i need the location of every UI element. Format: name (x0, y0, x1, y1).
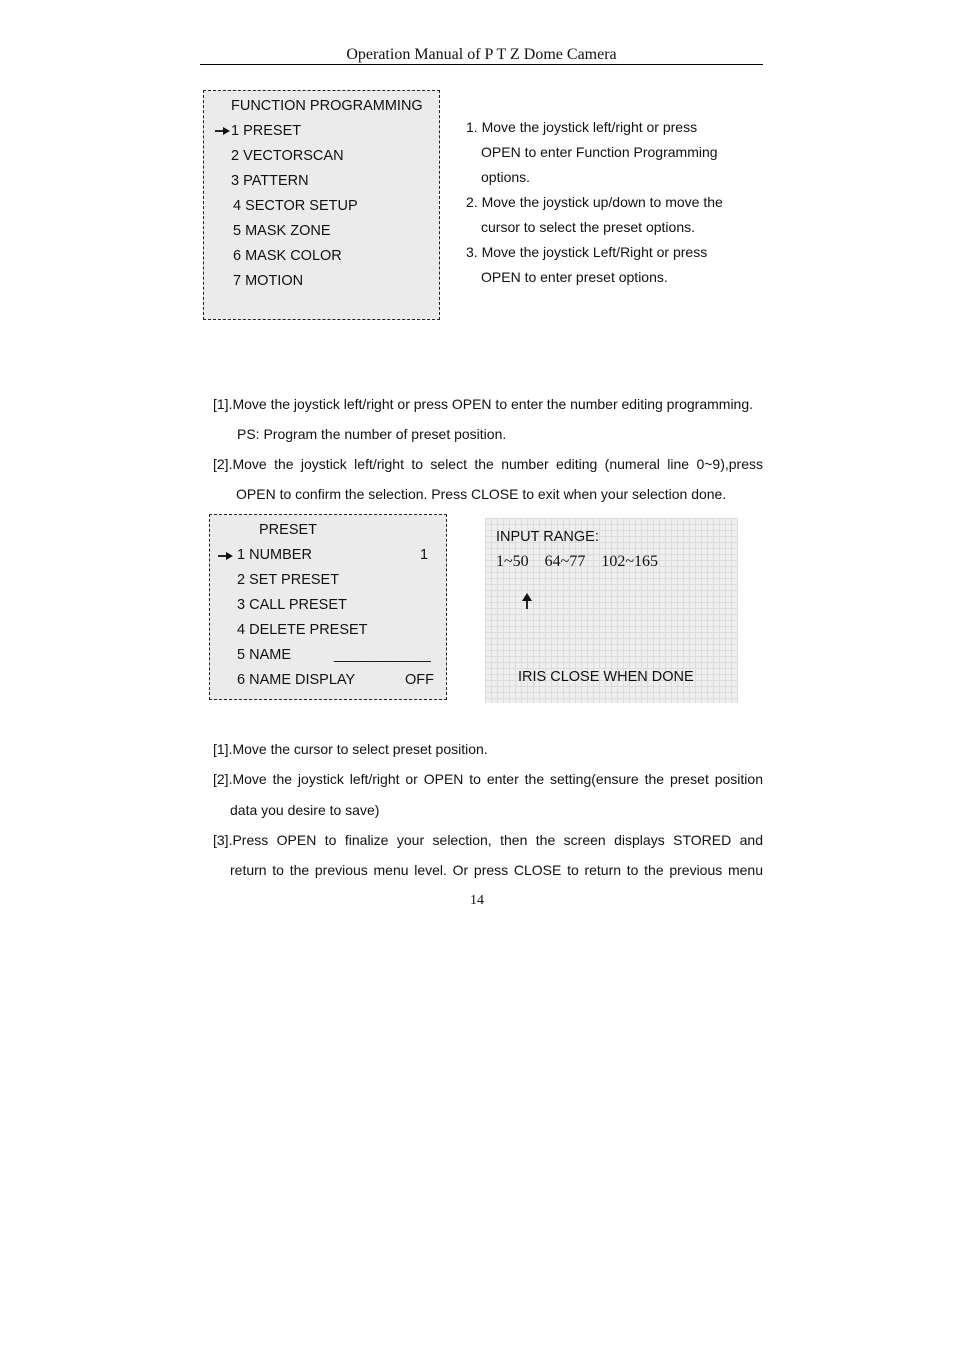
menu-item-set-preset[interactable]: 2 SET PRESET (237, 572, 340, 588)
set-preset-step-2-cont: data you desire to save) (230, 802, 380, 818)
function-programming-menu (203, 90, 440, 320)
number-editing-step-2-cont: OPEN to confirm the selection. Press CLOSE to exit when your selection done. (236, 486, 727, 502)
menu-item-motion[interactable]: 7 MOTION (233, 273, 304, 289)
menu-item-number-value: 1 (420, 547, 429, 563)
menu-item-mask-zone[interactable]: 5 MASK ZONE (233, 223, 331, 239)
function-step-line: 1. Move the joystick left/right or press (466, 119, 698, 135)
set-preset-step-3: [3].Press OPEN to finalize your selection, then the screen displays STORED and (213, 832, 763, 848)
menu-item-name-value: ____________ (334, 647, 431, 663)
menu-item-sector-setup[interactable]: 4 SECTOR SETUP (233, 198, 358, 214)
cursor-arrow-icon (215, 126, 230, 136)
function-step-line: options. (481, 169, 531, 185)
input-range-panel (485, 518, 738, 703)
menu-item-number[interactable]: 1 NUMBER (237, 547, 312, 563)
up-arrow-icon (521, 593, 533, 609)
number-editing-ps: PS: Program the number of preset position. (237, 426, 507, 442)
set-preset-step-2: [2].Move the joystick left/right or OPEN to enter the setting(ensure the preset position (213, 771, 763, 787)
menu-item-delete-preset[interactable]: 4 DELETE PRESET (237, 622, 368, 638)
input-range-values: 1~50 64~77 102~165 (496, 553, 658, 570)
menu-item-pattern[interactable]: 3 PATTERN (231, 173, 309, 189)
set-preset-step-3-cont: return to the previous menu level. Or press CLOSE to return to the previous menu (230, 862, 763, 878)
menu-item-name[interactable]: 5 NAME (237, 647, 291, 663)
number-editing-step-2: [2].Move the joystick left/right to select the number editing (numeral line 0~9),press (213, 456, 763, 472)
input-range-footer: IRIS CLOSE WHEN DONE (518, 669, 694, 685)
menu-item-name-display-value: OFF (405, 672, 434, 688)
page-header: Operation Manual of P T Z Dome Camera (200, 45, 763, 65)
page-number: 14 (470, 893, 484, 908)
menu-item-vectorscan[interactable]: 2 VECTORSCAN (231, 148, 344, 164)
function-step-line: 2. Move the joystick up/down to move the (466, 194, 723, 210)
function-step-line: 3. Move the joystick Left/Right or press (466, 244, 708, 260)
menu-item-preset[interactable]: 1 PRESET (231, 123, 302, 139)
function-step-line: cursor to select the preset options. (481, 219, 695, 235)
function-step-line: OPEN to enter Function Programming (481, 144, 718, 160)
menu-title: FUNCTION PROGRAMMING (231, 98, 423, 114)
preset-menu (209, 514, 447, 700)
input-range-title: INPUT RANGE: (496, 529, 599, 545)
menu-title: PRESET (259, 522, 318, 538)
menu-item-mask-color[interactable]: 6 MASK COLOR (233, 248, 342, 264)
function-step-line: OPEN to enter preset options. (481, 269, 668, 285)
set-preset-step-1: [1].Move the cursor to select preset position. (213, 741, 488, 757)
cursor-arrow-icon (218, 551, 233, 561)
menu-item-name-display[interactable]: 6 NAME DISPLAY (237, 672, 356, 688)
number-editing-step-1: [1].Move the joystick left/right or press OPEN to enter the number editing programming. (213, 396, 754, 412)
menu-item-call-preset[interactable]: 3 CALL PRESET (237, 597, 347, 613)
